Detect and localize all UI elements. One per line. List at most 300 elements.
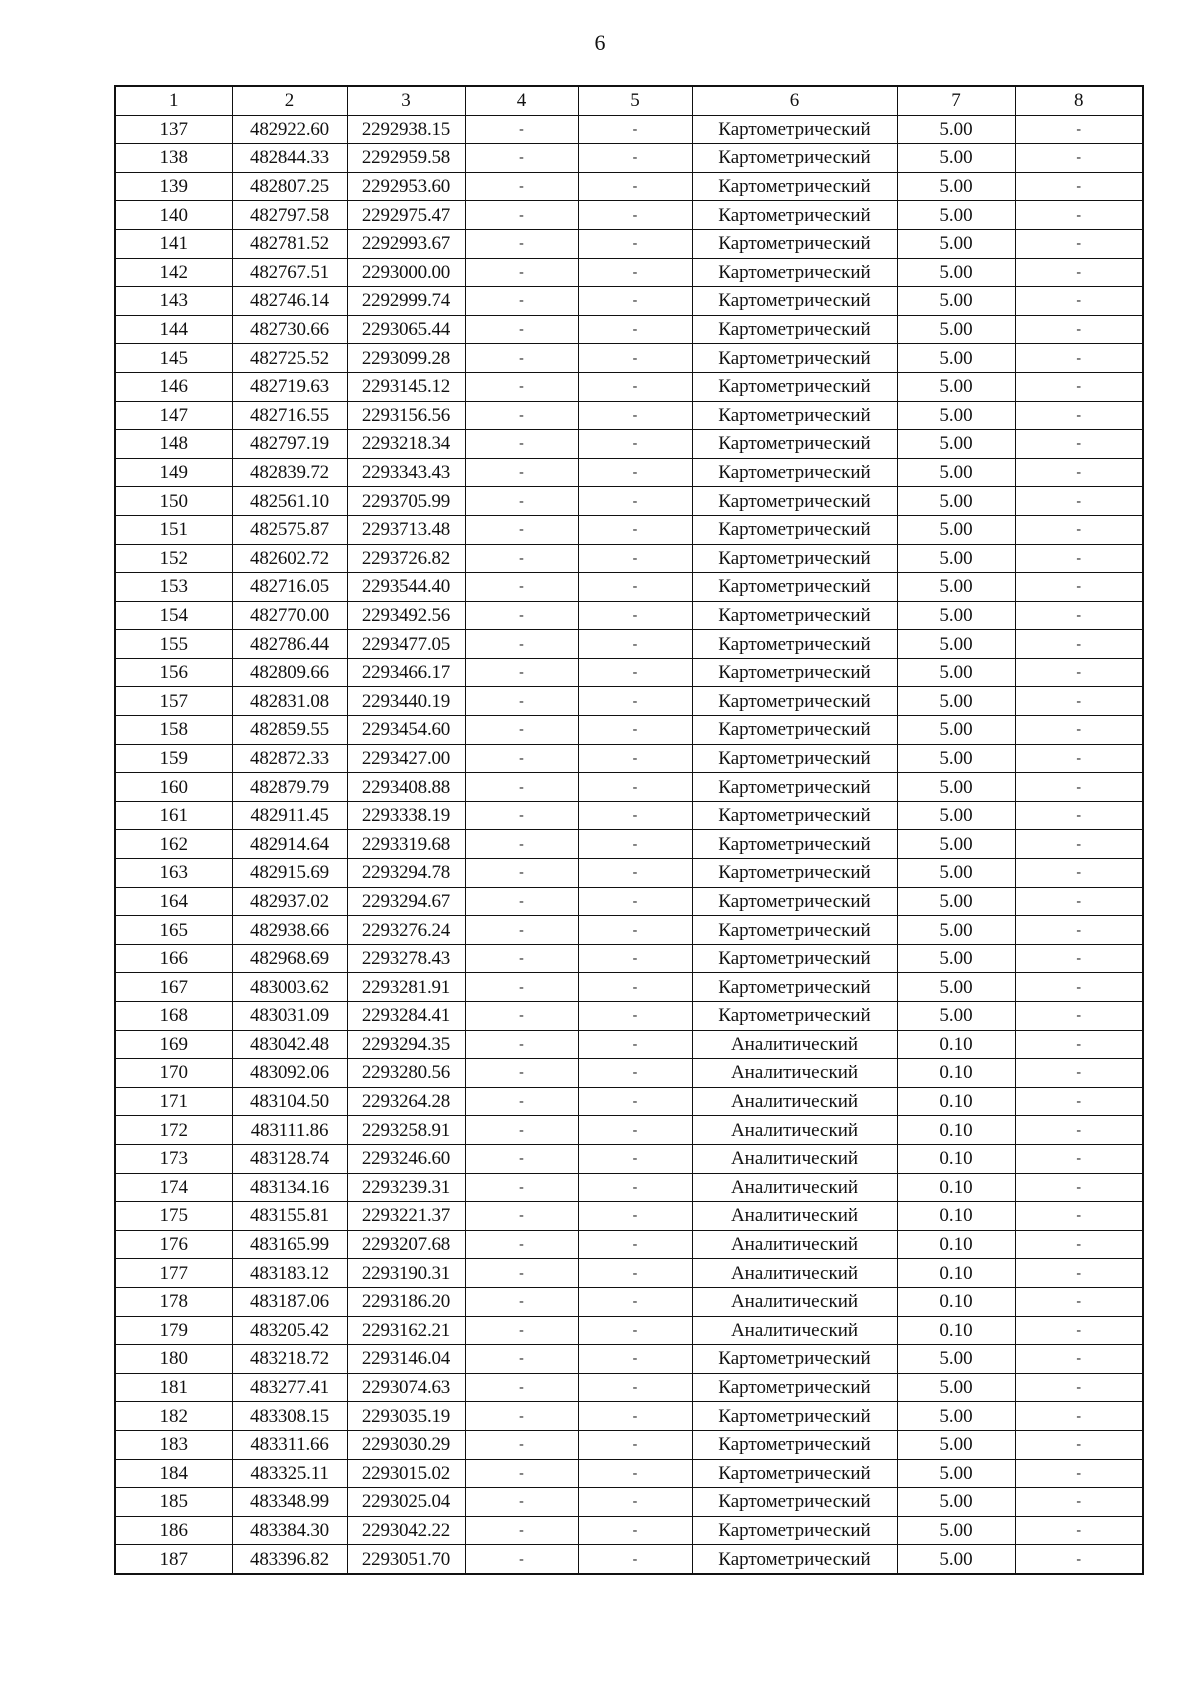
col8-cell: - xyxy=(1015,1345,1143,1374)
col4-cell: - xyxy=(465,372,578,401)
table-row xyxy=(115,372,1143,401)
y-coordinate-cell: 2293276.24 xyxy=(347,916,465,945)
table-row xyxy=(115,430,1143,459)
col8-cell: - xyxy=(1015,258,1143,287)
col8-cell: - xyxy=(1015,830,1143,859)
method-cell: Картометрический xyxy=(692,573,897,602)
col8-cell: - xyxy=(1015,315,1143,344)
col5-cell: - xyxy=(578,1230,692,1259)
y-coordinate-cell: 2292938.15 xyxy=(347,115,465,144)
col5-cell: - xyxy=(578,1402,692,1431)
method-cell: Картометрический xyxy=(692,944,897,973)
col4-cell: - xyxy=(465,1516,578,1545)
accuracy-cell: 5.00 xyxy=(897,1459,1015,1488)
col8-cell: - xyxy=(1015,716,1143,745)
point-number-cell: 159 xyxy=(115,744,232,773)
col8-cell: - xyxy=(1015,573,1143,602)
col5-cell: - xyxy=(578,630,692,659)
x-coordinate-cell: 482561.10 xyxy=(232,487,347,516)
accuracy-cell: 0.10 xyxy=(897,1287,1015,1316)
col8-cell: - xyxy=(1015,1316,1143,1345)
col8-cell: - xyxy=(1015,801,1143,830)
y-coordinate-cell: 2293408.88 xyxy=(347,773,465,802)
accuracy-cell: 0.10 xyxy=(897,1030,1015,1059)
x-coordinate-cell: 482968.69 xyxy=(232,944,347,973)
point-number-cell: 141 xyxy=(115,229,232,258)
col8-cell: - xyxy=(1015,1488,1143,1517)
column-header: 6 xyxy=(692,86,897,115)
x-coordinate-cell: 482730.66 xyxy=(232,315,347,344)
column-header: 8 xyxy=(1015,86,1143,115)
point-number-cell: 169 xyxy=(115,1030,232,1059)
y-coordinate-cell: 2293544.40 xyxy=(347,573,465,602)
point-number-cell: 172 xyxy=(115,1116,232,1145)
point-number-cell: 146 xyxy=(115,372,232,401)
method-cell: Картометрический xyxy=(692,1002,897,1031)
col4-cell: - xyxy=(465,1002,578,1031)
col5-cell: - xyxy=(578,315,692,344)
col5-cell: - xyxy=(578,687,692,716)
table-row xyxy=(115,773,1143,802)
table-row xyxy=(115,1202,1143,1231)
accuracy-cell: 5.00 xyxy=(897,744,1015,773)
x-coordinate-cell: 483183.12 xyxy=(232,1259,347,1288)
col5-cell: - xyxy=(578,1202,692,1231)
method-cell: Картометрический xyxy=(692,315,897,344)
col5-cell: - xyxy=(578,201,692,230)
accuracy-cell: 0.10 xyxy=(897,1230,1015,1259)
col4-cell: - xyxy=(465,573,578,602)
point-number-cell: 150 xyxy=(115,487,232,516)
accuracy-cell: 0.10 xyxy=(897,1144,1015,1173)
col4-cell: - xyxy=(465,859,578,888)
point-number-cell: 182 xyxy=(115,1402,232,1431)
col5-cell: - xyxy=(578,287,692,316)
method-cell: Картометрический xyxy=(692,801,897,830)
col4-cell: - xyxy=(465,887,578,916)
col8-cell: - xyxy=(1015,1259,1143,1288)
col4-cell: - xyxy=(465,1230,578,1259)
table-row xyxy=(115,630,1143,659)
point-number-cell: 177 xyxy=(115,1259,232,1288)
accuracy-cell: 5.00 xyxy=(897,716,1015,745)
point-number-cell: 152 xyxy=(115,544,232,573)
table-row xyxy=(115,973,1143,1002)
col5-cell: - xyxy=(578,344,692,373)
table-row xyxy=(115,1030,1143,1059)
table-row xyxy=(115,944,1143,973)
y-coordinate-cell: 2293319.68 xyxy=(347,830,465,859)
x-coordinate-cell: 483384.30 xyxy=(232,1516,347,1545)
x-coordinate-cell: 482809.66 xyxy=(232,658,347,687)
col5-cell: - xyxy=(578,716,692,745)
y-coordinate-cell: 2292975.47 xyxy=(347,201,465,230)
accuracy-cell: 5.00 xyxy=(897,287,1015,316)
col4-cell: - xyxy=(465,401,578,430)
col8-cell: - xyxy=(1015,744,1143,773)
accuracy-cell: 0.10 xyxy=(897,1059,1015,1088)
y-coordinate-cell: 2293035.19 xyxy=(347,1402,465,1431)
col5-cell: - xyxy=(578,1173,692,1202)
x-coordinate-cell: 482719.63 xyxy=(232,372,347,401)
method-cell: Картометрический xyxy=(692,172,897,201)
col8-cell: - xyxy=(1015,859,1143,888)
table-row xyxy=(115,744,1143,773)
point-number-cell: 145 xyxy=(115,344,232,373)
table-row xyxy=(115,1402,1143,1431)
point-number-cell: 166 xyxy=(115,944,232,973)
method-cell: Картометрический xyxy=(692,544,897,573)
point-number-cell: 186 xyxy=(115,1516,232,1545)
column-header: 5 xyxy=(578,86,692,115)
method-cell: Картометрический xyxy=(692,1488,897,1517)
y-coordinate-cell: 2293030.29 xyxy=(347,1430,465,1459)
accuracy-cell: 5.00 xyxy=(897,944,1015,973)
x-coordinate-cell: 483396.82 xyxy=(232,1545,347,1574)
y-coordinate-cell: 2293294.78 xyxy=(347,859,465,888)
header-row xyxy=(115,86,1143,115)
col5-cell: - xyxy=(578,229,692,258)
col4-cell: - xyxy=(465,1545,578,1574)
method-cell: Картометрический xyxy=(692,716,897,745)
x-coordinate-cell: 483104.50 xyxy=(232,1087,347,1116)
table-row xyxy=(115,1087,1143,1116)
col8-cell: - xyxy=(1015,1459,1143,1488)
y-coordinate-cell: 2293051.70 xyxy=(347,1545,465,1574)
y-coordinate-cell: 2293492.56 xyxy=(347,601,465,630)
column-header: 4 xyxy=(465,86,578,115)
point-number-cell: 142 xyxy=(115,258,232,287)
accuracy-cell: 5.00 xyxy=(897,1345,1015,1374)
table-row xyxy=(115,315,1143,344)
x-coordinate-cell: 482797.58 xyxy=(232,201,347,230)
y-coordinate-cell: 2293190.31 xyxy=(347,1259,465,1288)
method-cell: Картометрический xyxy=(692,658,897,687)
table-row xyxy=(115,687,1143,716)
y-coordinate-cell: 2293278.43 xyxy=(347,944,465,973)
x-coordinate-cell: 482770.00 xyxy=(232,601,347,630)
point-number-cell: 151 xyxy=(115,515,232,544)
col8-cell: - xyxy=(1015,1144,1143,1173)
method-cell: Аналитический xyxy=(692,1173,897,1202)
point-number-cell: 164 xyxy=(115,887,232,916)
col8-cell: - xyxy=(1015,1230,1143,1259)
point-number-cell: 149 xyxy=(115,458,232,487)
point-number-cell: 157 xyxy=(115,687,232,716)
table-row xyxy=(115,1345,1143,1374)
method-cell: Картометрический xyxy=(692,458,897,487)
col5-cell: - xyxy=(578,258,692,287)
accuracy-cell: 5.00 xyxy=(897,115,1015,144)
x-coordinate-cell: 482839.72 xyxy=(232,458,347,487)
col8-cell: - xyxy=(1015,344,1143,373)
table-row xyxy=(115,1430,1143,1459)
table-row xyxy=(115,1316,1143,1345)
table-row xyxy=(115,1373,1143,1402)
column-header: 3 xyxy=(347,86,465,115)
method-cell: Картометрический xyxy=(692,744,897,773)
accuracy-cell: 0.10 xyxy=(897,1173,1015,1202)
y-coordinate-cell: 2293294.35 xyxy=(347,1030,465,1059)
method-cell: Картометрический xyxy=(692,1545,897,1574)
col8-cell: - xyxy=(1015,172,1143,201)
x-coordinate-cell: 482716.55 xyxy=(232,401,347,430)
col5-cell: - xyxy=(578,1430,692,1459)
col8-cell: - xyxy=(1015,773,1143,802)
col4-cell: - xyxy=(465,201,578,230)
col8-cell: - xyxy=(1015,1059,1143,1088)
col8-cell: - xyxy=(1015,287,1143,316)
y-coordinate-cell: 2293454.60 xyxy=(347,716,465,745)
point-number-cell: 187 xyxy=(115,1545,232,1574)
table-row xyxy=(115,1545,1143,1574)
col5-cell: - xyxy=(578,1059,692,1088)
col8-cell: - xyxy=(1015,144,1143,173)
method-cell: Картометрический xyxy=(692,201,897,230)
col5-cell: - xyxy=(578,1144,692,1173)
col5-cell: - xyxy=(578,1116,692,1145)
x-coordinate-cell: 483348.99 xyxy=(232,1488,347,1517)
table-row xyxy=(115,1059,1143,1088)
col8-cell: - xyxy=(1015,430,1143,459)
y-coordinate-cell: 2293284.41 xyxy=(347,1002,465,1031)
col8-cell: - xyxy=(1015,1030,1143,1059)
col4-cell: - xyxy=(465,801,578,830)
col4-cell: - xyxy=(465,716,578,745)
x-coordinate-cell: 482786.44 xyxy=(232,630,347,659)
table-row xyxy=(115,201,1143,230)
point-number-cell: 168 xyxy=(115,1002,232,1031)
col4-cell: - xyxy=(465,658,578,687)
x-coordinate-cell: 483311.66 xyxy=(232,1430,347,1459)
col8-cell: - xyxy=(1015,1116,1143,1145)
y-coordinate-cell: 2293440.19 xyxy=(347,687,465,716)
x-coordinate-cell: 483092.06 xyxy=(232,1059,347,1088)
col8-cell: - xyxy=(1015,201,1143,230)
x-coordinate-cell: 482781.52 xyxy=(232,229,347,258)
col5-cell: - xyxy=(578,544,692,573)
col4-cell: - xyxy=(465,315,578,344)
accuracy-cell: 5.00 xyxy=(897,229,1015,258)
accuracy-cell: 5.00 xyxy=(897,544,1015,573)
y-coordinate-cell: 2292959.58 xyxy=(347,144,465,173)
y-coordinate-cell: 2293015.02 xyxy=(347,1459,465,1488)
col4-cell: - xyxy=(465,258,578,287)
x-coordinate-cell: 482844.33 xyxy=(232,144,347,173)
accuracy-cell: 0.10 xyxy=(897,1202,1015,1231)
method-cell: Картометрический xyxy=(692,229,897,258)
table-row xyxy=(115,258,1143,287)
col8-cell: - xyxy=(1015,1202,1143,1231)
col5-cell: - xyxy=(578,801,692,830)
accuracy-cell: 5.00 xyxy=(897,1002,1015,1031)
col4-cell: - xyxy=(465,687,578,716)
x-coordinate-cell: 483042.48 xyxy=(232,1030,347,1059)
table-row xyxy=(115,115,1143,144)
table-row xyxy=(115,573,1143,602)
method-cell: Картометрический xyxy=(692,1402,897,1431)
col8-cell: - xyxy=(1015,916,1143,945)
x-coordinate-cell: 483277.41 xyxy=(232,1373,347,1402)
x-coordinate-cell: 482914.64 xyxy=(232,830,347,859)
accuracy-cell: 5.00 xyxy=(897,315,1015,344)
y-coordinate-cell: 2293726.82 xyxy=(347,544,465,573)
x-coordinate-cell: 483128.74 xyxy=(232,1144,347,1173)
point-number-cell: 167 xyxy=(115,973,232,1002)
point-number-cell: 181 xyxy=(115,1373,232,1402)
table-row xyxy=(115,1516,1143,1545)
y-coordinate-cell: 2292953.60 xyxy=(347,172,465,201)
y-coordinate-cell: 2293146.04 xyxy=(347,1345,465,1374)
col4-cell: - xyxy=(465,1373,578,1402)
table-row xyxy=(115,487,1143,516)
col5-cell: - xyxy=(578,115,692,144)
y-coordinate-cell: 2293025.04 xyxy=(347,1488,465,1517)
col4-cell: - xyxy=(465,1430,578,1459)
col4-cell: - xyxy=(465,744,578,773)
point-number-cell: 183 xyxy=(115,1430,232,1459)
col5-cell: - xyxy=(578,144,692,173)
col4-cell: - xyxy=(465,229,578,258)
table-row xyxy=(115,1488,1143,1517)
method-cell: Картометрический xyxy=(692,601,897,630)
accuracy-cell: 5.00 xyxy=(897,1516,1015,1545)
method-cell: Аналитический xyxy=(692,1059,897,1088)
col5-cell: - xyxy=(578,1030,692,1059)
table-row xyxy=(115,458,1143,487)
table-row xyxy=(115,287,1143,316)
method-cell: Аналитический xyxy=(692,1030,897,1059)
x-coordinate-cell: 482872.33 xyxy=(232,744,347,773)
method-cell: Картометрический xyxy=(692,258,897,287)
x-coordinate-cell: 482575.87 xyxy=(232,515,347,544)
method-cell: Аналитический xyxy=(692,1202,897,1231)
x-coordinate-cell: 482797.19 xyxy=(232,430,347,459)
method-cell: Аналитический xyxy=(692,1230,897,1259)
col4-cell: - xyxy=(465,1316,578,1345)
col4-cell: - xyxy=(465,1459,578,1488)
x-coordinate-cell: 483165.99 xyxy=(232,1230,347,1259)
col4-cell: - xyxy=(465,1402,578,1431)
x-coordinate-cell: 483308.15 xyxy=(232,1402,347,1431)
point-number-cell: 175 xyxy=(115,1202,232,1231)
col8-cell: - xyxy=(1015,115,1143,144)
accuracy-cell: 5.00 xyxy=(897,1373,1015,1402)
col4-cell: - xyxy=(465,1488,578,1517)
x-coordinate-cell: 482602.72 xyxy=(232,544,347,573)
table-row xyxy=(115,1144,1143,1173)
col8-cell: - xyxy=(1015,1373,1143,1402)
col4-cell: - xyxy=(465,1116,578,1145)
table-row xyxy=(115,658,1143,687)
y-coordinate-cell: 2293186.20 xyxy=(347,1287,465,1316)
accuracy-cell: 5.00 xyxy=(897,172,1015,201)
column-header: 2 xyxy=(232,86,347,115)
accuracy-cell: 5.00 xyxy=(897,830,1015,859)
x-coordinate-cell: 482937.02 xyxy=(232,887,347,916)
col4-cell: - xyxy=(465,544,578,573)
col4-cell: - xyxy=(465,1087,578,1116)
accuracy-cell: 5.00 xyxy=(897,573,1015,602)
method-cell: Картометрический xyxy=(692,287,897,316)
point-number-cell: 148 xyxy=(115,430,232,459)
method-cell: Картометрический xyxy=(692,859,897,888)
table-row xyxy=(115,1116,1143,1145)
point-number-cell: 174 xyxy=(115,1173,232,1202)
method-cell: Картометрический xyxy=(692,144,897,173)
accuracy-cell: 5.00 xyxy=(897,372,1015,401)
method-cell: Картометрический xyxy=(692,773,897,802)
method-cell: Картометрический xyxy=(692,1516,897,1545)
point-number-cell: 163 xyxy=(115,859,232,888)
y-coordinate-cell: 2293713.48 xyxy=(347,515,465,544)
table-row xyxy=(115,830,1143,859)
col5-cell: - xyxy=(578,1459,692,1488)
method-cell: Картометрический xyxy=(692,687,897,716)
y-coordinate-cell: 2293074.63 xyxy=(347,1373,465,1402)
x-coordinate-cell: 482859.55 xyxy=(232,716,347,745)
col5-cell: - xyxy=(578,1002,692,1031)
accuracy-cell: 5.00 xyxy=(897,887,1015,916)
accuracy-cell: 5.00 xyxy=(897,916,1015,945)
x-coordinate-cell: 483031.09 xyxy=(232,1002,347,1031)
table-row xyxy=(115,344,1143,373)
method-cell: Аналитический xyxy=(692,1087,897,1116)
y-coordinate-cell: 2293162.21 xyxy=(347,1316,465,1345)
accuracy-cell: 5.00 xyxy=(897,258,1015,287)
col8-cell: - xyxy=(1015,1002,1143,1031)
accuracy-cell: 5.00 xyxy=(897,801,1015,830)
y-coordinate-cell: 2293705.99 xyxy=(347,487,465,516)
method-cell: Картометрический xyxy=(692,115,897,144)
accuracy-cell: 5.00 xyxy=(897,430,1015,459)
point-number-cell: 156 xyxy=(115,658,232,687)
method-cell: Аналитический xyxy=(692,1287,897,1316)
point-number-cell: 143 xyxy=(115,287,232,316)
col5-cell: - xyxy=(578,1287,692,1316)
col5-cell: - xyxy=(578,573,692,602)
method-cell: Картометрический xyxy=(692,916,897,945)
accuracy-cell: 5.00 xyxy=(897,458,1015,487)
table-row xyxy=(115,801,1143,830)
col4-cell: - xyxy=(465,1144,578,1173)
col4-cell: - xyxy=(465,144,578,173)
accuracy-cell: 5.00 xyxy=(897,601,1015,630)
accuracy-cell: 5.00 xyxy=(897,1488,1015,1517)
point-number-cell: 170 xyxy=(115,1059,232,1088)
table-row xyxy=(115,601,1143,630)
x-coordinate-cell: 482716.05 xyxy=(232,573,347,602)
accuracy-cell: 5.00 xyxy=(897,1430,1015,1459)
method-cell: Картометрический xyxy=(692,830,897,859)
x-coordinate-cell: 483003.62 xyxy=(232,973,347,1002)
x-coordinate-cell: 482938.66 xyxy=(232,916,347,945)
x-coordinate-cell: 483134.16 xyxy=(232,1173,347,1202)
point-number-cell: 161 xyxy=(115,801,232,830)
table-row xyxy=(115,1287,1143,1316)
x-coordinate-cell: 482831.08 xyxy=(232,687,347,716)
col5-cell: - xyxy=(578,830,692,859)
x-coordinate-cell: 483205.42 xyxy=(232,1316,347,1345)
y-coordinate-cell: 2293239.31 xyxy=(347,1173,465,1202)
table-row xyxy=(115,1259,1143,1288)
accuracy-cell: 5.00 xyxy=(897,859,1015,888)
table-row xyxy=(115,544,1143,573)
point-number-cell: 178 xyxy=(115,1287,232,1316)
method-cell: Картометрический xyxy=(692,630,897,659)
method-cell: Картометрический xyxy=(692,487,897,516)
col5-cell: - xyxy=(578,1488,692,1517)
